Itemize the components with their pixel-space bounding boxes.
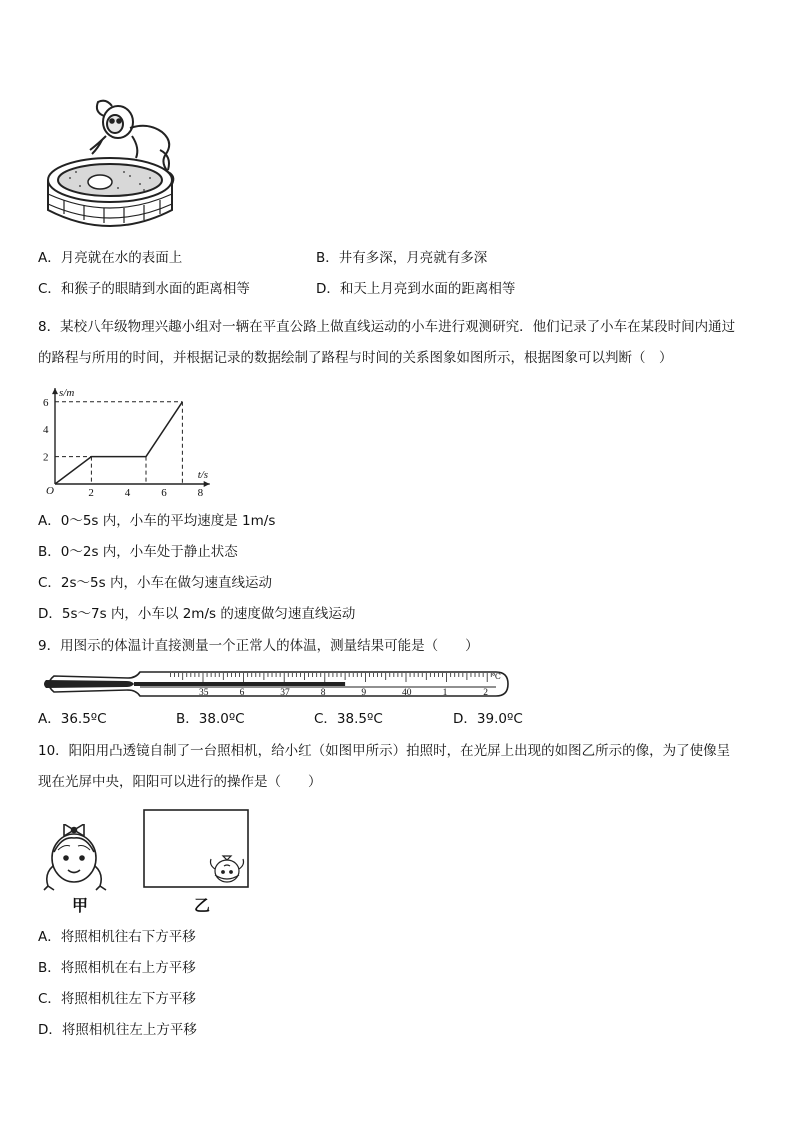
x-axis-arrow [204, 481, 210, 487]
distance-time-chart [38, 388, 218, 500]
q9-option-a: A．36.5ºC [38, 711, 107, 727]
thermometer-scale-label: 6 [239, 688, 245, 698]
q10-option-c: C．将照相机往左下方平移 [38, 991, 196, 1007]
x-axis-label: t/s [197, 469, 209, 481]
y-tick-label: 6 [43, 396, 49, 409]
thermometer-scale-label: 9 [361, 688, 367, 698]
girl-figure-jia [42, 824, 122, 894]
y-tick-label: 4 [43, 424, 49, 437]
q8-option-b: B．0～2s 内，小车处于静止状态 [38, 544, 238, 560]
x-tick-label: 2 [88, 487, 94, 499]
x-tick-label: 8 [197, 487, 204, 499]
q8-stem-line2: 的路程与所用的时间，并根据记录的数据绘制了路程与时间的关系图象如图所示，根据图象可以判断（ ） [38, 350, 673, 366]
x-tick-label: 4 [124, 487, 131, 499]
q8-option-c: C．2s～5s 内，小车在做匀速直线运动 [38, 575, 272, 591]
q8-option-a: A．0～5s 内，小车的平均速度是 1m/s [38, 513, 276, 529]
y-tick-label: 2 [43, 451, 49, 464]
q10-stem-line1: 10．阳阳用凸透镜自制了一台照相机，给小红（如图甲所示）拍照时，在光屏上出现的如图乙所示的像，为了使像呈 [38, 743, 731, 759]
q10-stem-line2: 现在光屏中央，阳阳可以进行的操作是（ ） [38, 774, 322, 790]
label-jia: 甲 [72, 896, 89, 915]
q10-option-a: A．将照相机往右下方平移 [38, 929, 196, 945]
q9-stem: 9．用图示的体温计直接测量一个正常人的体温，测量结果可能是（ ） [38, 638, 479, 654]
screen-image-figure-yi [143, 809, 249, 889]
q10-option-d: D．将照相机往左上方平移 [38, 1022, 197, 1038]
q7-option-c: C．和猴子的眼睛到水面的距离相等 [38, 281, 250, 297]
q7-option-a: A．月亮就在水的表面上 [38, 250, 183, 266]
q9-option-d: D．39.0ºC [453, 711, 523, 727]
q9-option-c: C．38.5ºC [314, 711, 383, 727]
thermometer-scale-label: 2 [483, 688, 488, 698]
y-axis-arrow [52, 388, 58, 394]
origin-label: O [46, 485, 54, 497]
series-line [55, 402, 182, 484]
q8-stem-line1: 8．某校八年级物理兴趣小组对一辆在平直公路上做直线运动的小车进行观测研究．他们记录了小车在某段时间内通过 [38, 319, 736, 335]
q8-option-d: D．5s～7s 内，小车以 2m/s 的速度做匀速直线运动 [38, 606, 356, 622]
thermometer-scale-label: 1 [442, 688, 448, 698]
y-axis-label: s/m [59, 388, 75, 400]
thermometer-scale-label: 40 [402, 688, 412, 698]
clinical-thermometer-figure [40, 666, 512, 702]
thermometer-scale-label: 37 [280, 688, 290, 698]
q9-option-b: B．38.0ºC [176, 711, 245, 727]
mercury-column [134, 682, 345, 686]
q7-option-b: B．井有多深，月亮就有多深 [316, 250, 488, 266]
thermometer-scale-label: 35 [199, 688, 209, 698]
q7-option-d: D．和天上月亮到水面的距离相等 [316, 281, 516, 297]
label-yi: 乙 [194, 896, 211, 915]
thermometer-unit: ℃ [492, 672, 501, 681]
x-tick-label: 6 [161, 487, 167, 499]
monkey-well-figure [40, 92, 200, 234]
thermometer-scale-label: 8 [320, 688, 326, 698]
q10-option-b: B．将照相机在右上方平移 [38, 960, 196, 976]
